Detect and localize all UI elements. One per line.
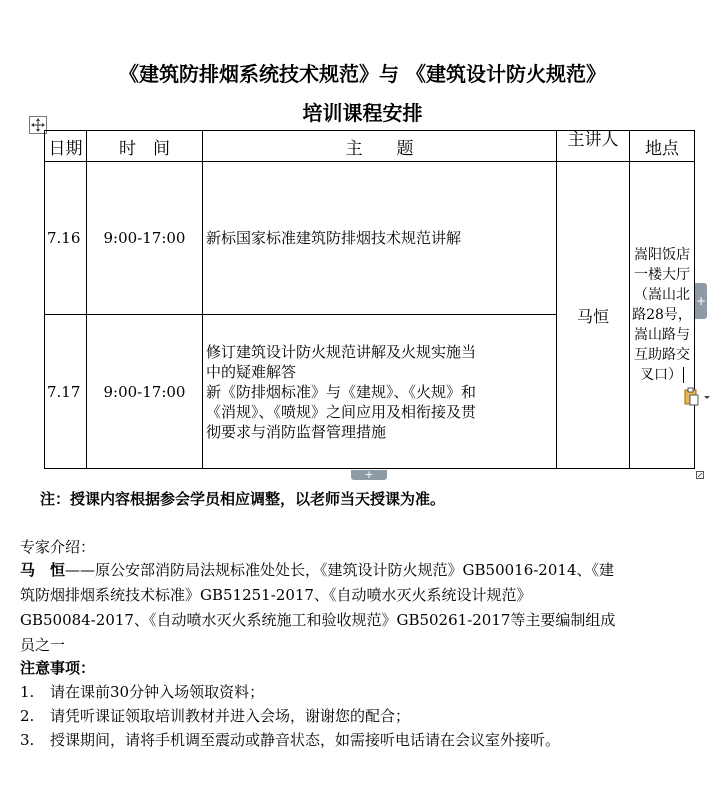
header-time[interactable]: 时 间 (87, 131, 203, 162)
location-line: 嵩阳饭店 (634, 247, 690, 263)
header-location[interactable]: 地点 (630, 131, 695, 162)
resize-table-handle-icon[interactable] (696, 471, 704, 479)
table-header-row (45, 131, 695, 162)
location-line: 一楼大厅 (634, 267, 690, 283)
row2-date[interactable]: 7.17 (45, 315, 87, 469)
header-topic[interactable]: 主 题 (203, 131, 557, 162)
row2-time[interactable]: 9:00-17:00 (87, 315, 203, 469)
location-line: （嵩山北 (634, 287, 690, 303)
row1-topic[interactable]: 新标国家标准建筑防排烟技术规范讲解 (203, 162, 557, 315)
expert-name: 马 恒 (20, 561, 66, 579)
location-line: 互助路交 (634, 347, 690, 363)
header-speaker[interactable]: 主讲人 (557, 131, 630, 162)
document-subtitle: 培训课程安排 (302, 101, 423, 125)
row1-time[interactable]: 9:00-17:00 (87, 162, 203, 315)
speaker-cell[interactable]: 马恒 (557, 162, 630, 469)
course-note: 注：授课内容根据参会学员相应调整，以老师当天授课为准。 (40, 490, 446, 508)
topic-line: 新《防排烟标准》与《建规》、《火规》和 (206, 382, 477, 401)
expert-bio-line: 马 恒——原公安部消防局法规标准处处长，《建筑设计防火规范》GB50016-2014、《建 (20, 561, 614, 579)
notice-item: 3. 授课期间，请将手机调至震动或静音状态，如需接听电话请在会议室外接听。 (20, 731, 561, 749)
location-line: 路28号， (632, 307, 692, 323)
expert-bio-line: GB50084-2017、《自动喷水灭火系统施工和验收规范》GB50261-2017等主要编制组成 (20, 611, 616, 629)
notice-item: 1. 请在课前30分钟入场领取资料； (20, 683, 265, 701)
topic-line: 《消规》、《喷规》之间应用及相衔接及贯 (206, 402, 477, 421)
row2-topic[interactable] (203, 315, 557, 469)
notice-item: 2. 请凭听课证领取培训教材并进入会场，谢谢您的配合； (20, 707, 411, 725)
row1-date[interactable]: 7.16 (45, 162, 87, 315)
add-column-button[interactable]: + (695, 283, 707, 319)
schedule-table (44, 130, 695, 469)
topic-line: 彻要求与消防监督管理措施 (206, 422, 387, 441)
location-line: 叉口） (640, 367, 682, 383)
table-row (45, 162, 695, 315)
location-line: 嵩山路与 (634, 327, 690, 343)
add-row-button[interactable]: + (351, 470, 387, 480)
notice-heading: 注意事项： (20, 659, 96, 677)
expert-bio-line: 筑防烟排烟系统技术标准》GB51251-2017、《自动喷水灭火系统设计规范》 (20, 586, 532, 604)
topic-line: 中的疑难解答 (206, 362, 297, 381)
location-cell[interactable] (630, 162, 695, 469)
header-date[interactable]: 日期 (45, 131, 87, 162)
document-title: 《建筑防排烟系统技术规范》与 《建筑设计防火规范》 (119, 62, 606, 86)
expert-bio-line: 员之一 (20, 636, 66, 654)
text-cursor (683, 367, 684, 383)
paste-options-icon[interactable] (684, 387, 712, 407)
expert-heading: 专家介绍： (20, 538, 96, 556)
topic-line: 修订建筑设计防火规范讲解及火规实施当 (206, 342, 477, 361)
